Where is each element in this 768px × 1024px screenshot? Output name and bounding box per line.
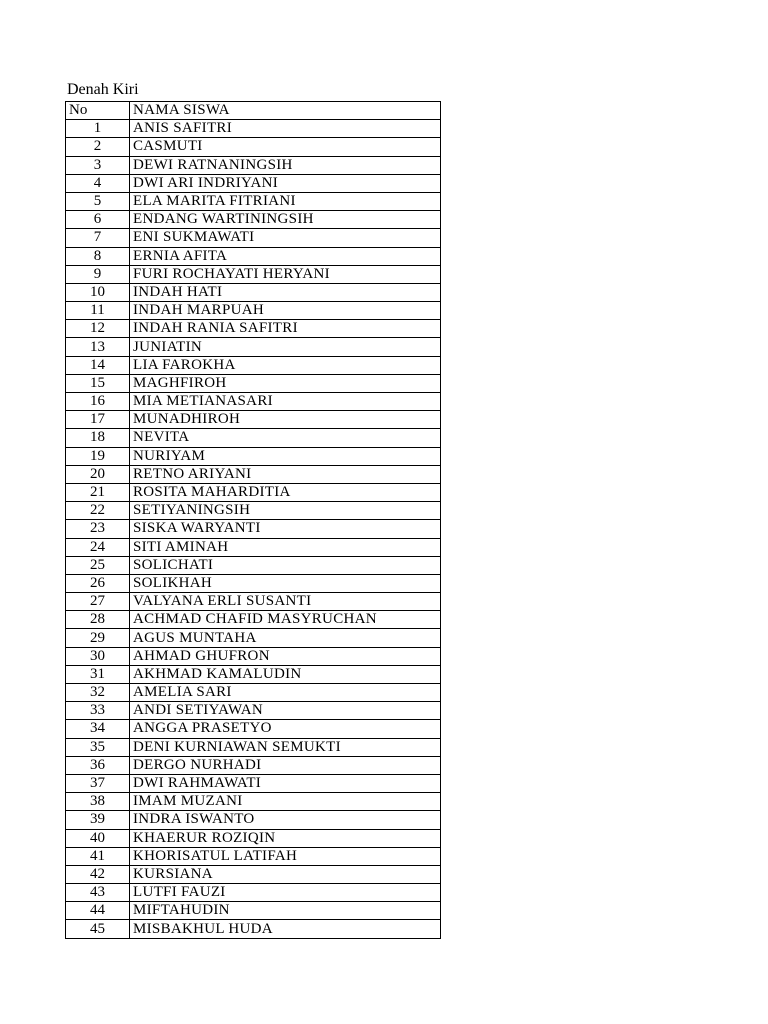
table-row (66, 320, 441, 338)
table-row (66, 156, 441, 174)
row-number-cell: 25 (66, 556, 130, 574)
row-number-cell: 43 (66, 884, 130, 902)
student-name-cell: MIFTAHUDIN (130, 902, 441, 920)
row-number-cell: 16 (66, 393, 130, 411)
row-number-cell: 12 (66, 320, 130, 338)
row-number-cell: 11 (66, 302, 130, 320)
student-name-cell: INDRA ISWANTO (130, 811, 441, 829)
student-name-cell: FURI ROCHAYATI HERYANI (130, 265, 441, 283)
student-name-cell: AKHMAD KAMALUDIN (130, 665, 441, 683)
table-row (66, 465, 441, 483)
student-name-cell: SISKA WARYANTI (130, 520, 441, 538)
table-row (66, 429, 441, 447)
row-number-cell: 39 (66, 811, 130, 829)
student-name-cell: INDAH RANIA SAFITRI (130, 320, 441, 338)
table-row (66, 192, 441, 210)
table-row (66, 338, 441, 356)
table-row (66, 538, 441, 556)
table-row (66, 302, 441, 320)
student-name-cell: MUNADHIROH (130, 411, 441, 429)
student-name-cell: KHORISATUL LATIFAH (130, 847, 441, 865)
row-number-cell: 41 (66, 847, 130, 865)
student-name-cell: SITI AMINAH (130, 538, 441, 556)
table-row (66, 793, 441, 811)
table-row (66, 811, 441, 829)
student-name-cell: DENI KURNIAWAN SEMUKTI (130, 738, 441, 756)
table-row (66, 229, 441, 247)
row-number-cell: 24 (66, 538, 130, 556)
table-row (66, 702, 441, 720)
student-name-cell: ANGGA PRASETYO (130, 720, 441, 738)
table-row (66, 393, 441, 411)
student-name-cell: ROSITA MAHARDITIA (130, 483, 441, 501)
student-name-cell: AHMAD GHUFRON (130, 647, 441, 665)
row-number-cell: 28 (66, 611, 130, 629)
row-number-cell: 19 (66, 447, 130, 465)
row-number-cell: 23 (66, 520, 130, 538)
row-number-cell: 3 (66, 156, 130, 174)
student-name-cell: ENI SUKMAWATI (130, 229, 441, 247)
table-row (66, 920, 441, 938)
row-number-cell: 30 (66, 647, 130, 665)
table-row (66, 902, 441, 920)
table-row (66, 756, 441, 774)
student-name-cell: ACHMAD CHAFID MASYRUCHAN (130, 611, 441, 629)
table-row (66, 720, 441, 738)
row-number-cell: 2 (66, 138, 130, 156)
table-row (66, 774, 441, 792)
student-name-cell: AGUS MUNTAHA (130, 629, 441, 647)
student-name-cell: SOLIKHAH (130, 574, 441, 592)
row-number-cell: 15 (66, 374, 130, 392)
student-name-cell: ANDI SETIYAWAN (130, 702, 441, 720)
table-row (66, 684, 441, 702)
student-name-cell: DWI RAHMAWATI (130, 774, 441, 792)
student-name-cell: NEVITA (130, 429, 441, 447)
student-name-cell: LUTFI FAUZI (130, 884, 441, 902)
row-number-cell: 6 (66, 211, 130, 229)
row-number-cell: 18 (66, 429, 130, 447)
row-number-cell: 14 (66, 356, 130, 374)
student-name-cell: INDAH HATI (130, 283, 441, 301)
student-name-cell: AMELIA SARI (130, 684, 441, 702)
row-number-cell: 44 (66, 902, 130, 920)
table-row (66, 356, 441, 374)
row-number-cell: 1 (66, 120, 130, 138)
table-row (66, 283, 441, 301)
row-number-cell: 34 (66, 720, 130, 738)
row-number-cell: 9 (66, 265, 130, 283)
row-number-cell: 45 (66, 920, 130, 938)
table-row (66, 829, 441, 847)
student-name-cell: INDAH MARPUAH (130, 302, 441, 320)
student-name-cell: ERNIA AFITA (130, 247, 441, 265)
table-row (66, 556, 441, 574)
row-number-cell: 8 (66, 247, 130, 265)
column-header-no: No (66, 102, 130, 120)
table-row (66, 211, 441, 229)
table-row (66, 483, 441, 501)
table-row (66, 647, 441, 665)
table-row (66, 247, 441, 265)
table-row (66, 865, 441, 883)
table-row (66, 502, 441, 520)
table-row (66, 374, 441, 392)
table-row (66, 665, 441, 683)
row-number-cell: 26 (66, 574, 130, 592)
student-name-cell: KURSIANA (130, 865, 441, 883)
row-number-cell: 20 (66, 465, 130, 483)
table-row (66, 174, 441, 192)
row-number-cell: 38 (66, 793, 130, 811)
student-name-cell: SETIYANINGSIH (130, 502, 441, 520)
row-number-cell: 17 (66, 411, 130, 429)
student-name-cell: DWI ARI INDRIYANI (130, 174, 441, 192)
sheet-title: Denah Kiri (67, 81, 139, 98)
row-number-cell: 40 (66, 829, 130, 847)
student-name-cell: MISBAKHUL HUDA (130, 920, 441, 938)
student-name-cell: RETNO ARIYANI (130, 465, 441, 483)
table-row (66, 447, 441, 465)
table-row (66, 520, 441, 538)
student-name-cell: ENDANG WARTININGSIH (130, 211, 441, 229)
row-number-cell: 4 (66, 174, 130, 192)
table-row (66, 629, 441, 647)
row-number-cell: 36 (66, 756, 130, 774)
row-number-cell: 21 (66, 483, 130, 501)
student-name-cell: MAGHFIROH (130, 374, 441, 392)
row-number-cell: 5 (66, 192, 130, 210)
table-row (66, 574, 441, 592)
student-name-cell: NURIYAM (130, 447, 441, 465)
row-number-cell: 42 (66, 865, 130, 883)
row-number-cell: 32 (66, 684, 130, 702)
student-table (65, 101, 441, 939)
student-name-cell: JUNIATIN (130, 338, 441, 356)
student-name-cell: MIA METIANASARI (130, 393, 441, 411)
row-number-cell: 35 (66, 738, 130, 756)
student-name-cell: CASMUTI (130, 138, 441, 156)
table-row (66, 847, 441, 865)
table-row (66, 265, 441, 283)
table-row (66, 593, 441, 611)
table-row (66, 411, 441, 429)
student-name-cell: DERGO NURHADI (130, 756, 441, 774)
table-row (66, 138, 441, 156)
row-number-cell: 31 (66, 665, 130, 683)
student-name-cell: SOLICHATI (130, 556, 441, 574)
row-number-cell: 10 (66, 283, 130, 301)
student-name-cell: IMAM MUZANI (130, 793, 441, 811)
student-name-cell: ELA MARITA FITRIANI (130, 192, 441, 210)
table-row (66, 120, 441, 138)
row-number-cell: 22 (66, 502, 130, 520)
row-number-cell: 37 (66, 774, 130, 792)
student-name-cell: ANIS SAFITRI (130, 120, 441, 138)
row-number-cell: 7 (66, 229, 130, 247)
row-number-cell: 33 (66, 702, 130, 720)
table-row (66, 884, 441, 902)
student-name-cell: DEWI RATNANINGSIH (130, 156, 441, 174)
row-number-cell: 29 (66, 629, 130, 647)
student-name-cell: VALYANA ERLI SUSANTI (130, 593, 441, 611)
student-name-cell: KHAERUR ROZIQIN (130, 829, 441, 847)
table-row (66, 611, 441, 629)
row-number-cell: 13 (66, 338, 130, 356)
table-header-row (66, 102, 441, 120)
table-row (66, 738, 441, 756)
column-header-name: NAMA SISWA (130, 102, 441, 120)
row-number-cell: 27 (66, 593, 130, 611)
student-name-cell: LIA FAROKHA (130, 356, 441, 374)
